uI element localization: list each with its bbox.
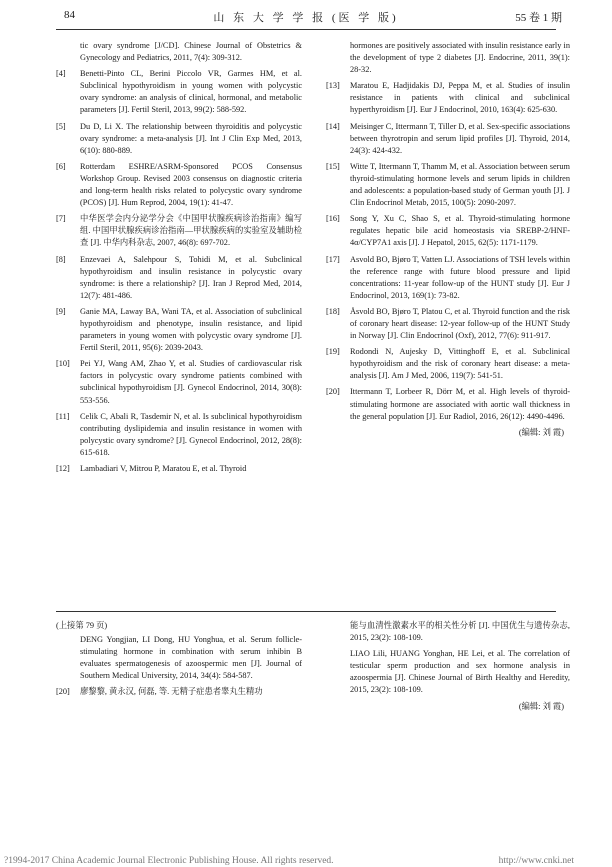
reference-text: 廖黎黎, 黄永汉, 何磊, 等. 无精子症患者睾丸生精功 — [80, 687, 263, 697]
cnki-link[interactable]: http://www.cnki.net — [498, 856, 574, 866]
reference-text: Celik C, Abali R, Tasdemir N, et al. Is subclinical hypothyroidism contributing dyslipidemia and insulin resistance in women with polycystic ovary syndrome? [J]. Gynecol Endocrinol, 2012, 28(8): 615-618. — [80, 411, 302, 457]
reference-number: [6] — [56, 161, 66, 171]
reference-item — [56, 686, 302, 698]
reference-text: Du D, Li X. The relationship between thyroiditis and polycystic ovary syndrome: a meta-analysis [J]. Int J Clin Exp Med, 2013, 6(10): 880-889. — [80, 121, 302, 155]
reference-number: [19] — [326, 347, 340, 357]
reference-text: Meisinger C, Ittermann T, Tiller D, et al. Sex-specific associations between thyrotropin and serum lipid profiles [J]. Thyroid, 2014, 24(3): 424-432. — [350, 121, 570, 155]
header-rule — [56, 29, 556, 30]
reference-text: DENG Yongjian, LI Dong, HU Yonghua, et al. Serum follicle-stimulating hormone in combination with serum inhibin B evaluates spermatogenesis of azoospermic men [J]. Journal of Southern Medical University, 2014, 34(4): 584-587. — [80, 635, 302, 681]
reference-text: Pei YJ, Wang AM, Zhao Y, et al. Studies of cardiovascular risk factors in polycystic ovary syndrome patients combined with subclinical hypothyroidism [J]. Gynecol Endocrinol, 2014, 30(8): 553-556. — [80, 359, 302, 405]
reference-number: [4] — [56, 69, 66, 79]
reference-text: Rodondi N, Aujesky D, Vittinghoff E, et al. Subclinical hypothyroidism and the risk of coronary heart disease: a meta-analysis [J]. Am J Med, 2006, 119(7): 541-51. — [350, 347, 570, 381]
reference-item — [56, 213, 302, 249]
reference-text: 中华医学会内分泌学分会《中国甲状腺疾病诊治指南》编写组. 中国甲状腺疾病诊治指南—甲状腺疾病的实验室及辅助检查 [J]. 中华内科杂志, 2007, 46(8): 697-702. — [80, 214, 302, 248]
reference-number: [17] — [326, 254, 340, 264]
reference-item — [326, 213, 570, 249]
reference-number: [8] — [56, 254, 66, 264]
reference-item — [326, 648, 570, 696]
reference-number: [12] — [56, 464, 70, 473]
copyright-text: ?1994-2017 China Academic Journal Electronic Publishing House. All rights reserved. — [4, 856, 334, 866]
reference-text: hormones are positively associated with insulin resistance early in the development of type 2 diabetes [J]. Endocrine, 2011, 39(1): 28-32. — [350, 41, 570, 75]
reference-text: 能与血清性激素水平的相关性分析 [J]. 中国优生与遗传杂志, 2015, 23(2): 108-109. — [350, 621, 570, 643]
volume-issue: 55 卷 1 期 — [515, 12, 562, 24]
continued-label: (上接第 79 页) — [56, 621, 108, 630]
reference-text: Enzevaei A, Salehpour S, Tohidi M, et al. Subclinical hypothyroidism and insulin resistance in polycystic ovary syndrome: is there a relationship? [J]. Iran J Reprod Med, 2014, 12(7): 481-486. — [80, 254, 302, 300]
reference-text: LIAO Lili, HUANG Yonghan, HE Lei, et al. The correlation of testicular sperm production and sex hormone analysis in azoospermia [J]. Chinese Journal of Birth Healthy and Heredity, 2015, 23(2): 108-109. — [350, 649, 570, 695]
journal-title: 山 东 大 学 学 报 (医 学 版) — [213, 12, 399, 24]
reference-item — [56, 254, 302, 302]
reference-number: [16] — [326, 214, 340, 224]
reference-text: Ganie MA, Laway BA, Wani TA, et al. Association of subclinical hypothyroidism and phenotype, insulin resistance, and lipid parameters in young women with polycystic ovary syndrome [J]. Fertil Steril, 2011, 95(6): 2039-2043. — [80, 306, 302, 353]
reference-text: Benetti-Pinto CL, Berini Piccolo VR, Garmes HM, et al. Subclinical hypothyroidism in young women with polycystic ovary syndrome: an analysis of clinical, hormonal, and metabolic parameters [J]. Fertil Steril, 2013, 99(2): 588-592. — [80, 69, 302, 115]
reference-number: [15] — [326, 161, 340, 171]
reference-text: Lambadiari V, Mitrou P, Maratou E, et al. Thyroid — [80, 464, 247, 473]
reference-text: Witte T, Ittermann T, Thamm M, et al. Association between serum thyroid-stimulating hormone levels and serum lipids in children and adolescents: a population-based study of German youth [J]. J Clin Endocrinol Metab, 2015, 100(5): 2090-2097. — [350, 161, 570, 208]
reference-text: Song Y, Xu C, Shao S, et al. Thyroid-stimulating hormone regulates hepatic bile acid homeostasis via SREBP-2/HNF-4α/CYP7A1 axis [J]. J Hepatol, 2015, 62(5): 1171-1179. — [350, 214, 570, 248]
reference-item — [56, 306, 302, 354]
reference-number: [11] — [56, 411, 70, 421]
reference-item — [326, 620, 570, 644]
reference-item — [326, 80, 570, 116]
reference-item — [56, 121, 302, 157]
reference-text: Maratou E, Hadjidakis DJ, Peppa M, et al. Studies of insulin resistance in patients with clinical and subclinical hyperthyroidism [J]. Eur J Endocrinol, 2010, 163(4): 625-630. — [350, 81, 570, 115]
continued-column-left — [56, 620, 302, 703]
reference-column-left — [56, 40, 302, 479]
reference-item — [326, 40, 570, 76]
editor-signature: (编辑: 刘 霞) — [518, 427, 564, 437]
reference-number: [9] — [56, 306, 66, 316]
reference-item — [326, 346, 570, 382]
reference-item — [326, 386, 570, 422]
editor-signature: (编辑: 刘 霞) — [518, 701, 564, 711]
reference-text: Rotterdam ESHRE/ASRM-Sponsored PCOS Consensus Workshop Group. Revised 2003 consensus on diagnostic criteria and long-term health risks related to polycystic ovary syndrome (PCOS) [J]. Hum Reprod, 2004, 19(1): 41-47. — [80, 161, 302, 208]
reference-text: Åsvold BO, Bjøro T, Platou C, et al. Thyroid function and the risk of coronary heart disease: 12-year follow-up of the HUNT Study in Norway [J]. Clin Endocrinol (Oxf), 2012, 77(6): 911-917. — [350, 306, 570, 341]
reference-number: [20] — [326, 387, 340, 397]
reference-number: [7] — [56, 214, 66, 224]
reference-item — [56, 411, 302, 459]
reference-column-right — [326, 40, 570, 439]
reference-number: [18] — [326, 306, 340, 316]
reference-item — [326, 306, 570, 342]
reference-text: Asvold BO, Bjøro T, Vatten LJ. Associations of TSH levels within the reference range with future blood pressure and lipid concentrations: 11-year follow-up of the HUNT study [J]. Eur J Endocrinol, 2013, 169(1): 73-82. — [350, 254, 570, 300]
reference-item — [56, 358, 302, 406]
page-number: 84 — [64, 9, 75, 21]
reference-item — [56, 634, 302, 682]
reference-item — [326, 254, 570, 302]
reference-number: [10] — [56, 359, 70, 369]
reference-item — [56, 40, 302, 64]
reference-number: [20] — [56, 687, 70, 697]
reference-text: Ittermann T, Lorbeer R, Dörr M, et al. High levels of thyroid-stimulating hormone are associated with aortic wall thickness in the general population [J]. Eur Radiol, 2016, 26(12): 4490-4496. — [350, 387, 570, 421]
reference-number: [13] — [326, 81, 340, 91]
section-divider — [56, 611, 556, 612]
reference-number: [14] — [326, 121, 340, 131]
page-header — [0, 9, 612, 27]
reference-number: [5] — [56, 121, 66, 131]
reference-text: tic ovary syndrome [J/CD]. Chinese Journal of Obstetrics & Gynecology and Pediatrics, 2011, 7(4): 309-312. — [80, 41, 302, 63]
reference-item — [326, 161, 570, 209]
reference-item — [56, 463, 302, 475]
reference-item — [56, 68, 302, 116]
reference-item — [326, 121, 570, 157]
continued-column-right — [326, 620, 570, 713]
reference-item — [56, 161, 302, 209]
